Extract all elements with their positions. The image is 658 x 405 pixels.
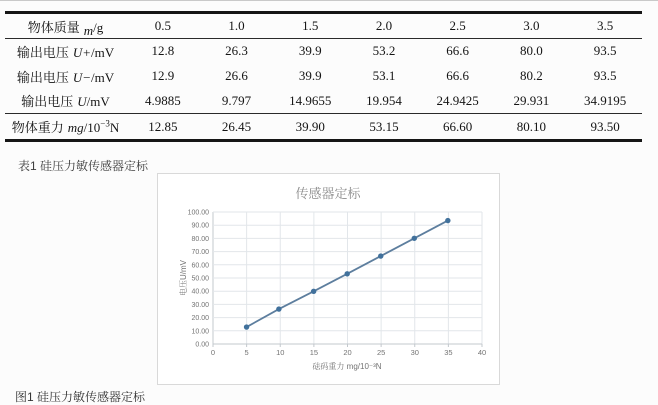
row-label: 输出电压 U−/mV (16, 69, 115, 85)
y-tick-label: 80.00 (191, 235, 209, 243)
table-cell: 66.6 (446, 43, 470, 59)
x-tick-label: 15 (309, 348, 319, 357)
table-cell: 26.45 (221, 118, 252, 134)
table-header-cell: 3.5 (596, 18, 614, 33)
x-tick-label: 35 (444, 348, 453, 357)
table-header-cell: 2.0 (375, 18, 393, 33)
table-cell: 9.797 (221, 92, 252, 108)
table-header-cell: 1.0 (228, 18, 245, 33)
row-label: 输出电压 U/mV (21, 94, 110, 110)
table-cell: 39.90 (295, 118, 325, 134)
data-point (276, 306, 281, 311)
y-tick-label: 20.00 (191, 315, 209, 323)
table-cell: 19.954 (366, 92, 402, 108)
calibration-table (5, 11, 642, 142)
table-cell: 39.9 (298, 43, 322, 59)
data-point (445, 218, 450, 223)
y-tick-label: 60.00 (191, 262, 209, 270)
table-cell: 66.60 (443, 118, 473, 134)
row-label: 物体质量 m/g (27, 19, 104, 38)
table-cell: 24.9425 (436, 92, 479, 108)
y-tick-label: 50.00 (191, 275, 209, 283)
table-cell: 29.931 (513, 92, 550, 108)
table-row (5, 114, 642, 141)
table-row (5, 64, 642, 89)
table-header-cell: 2.5 (449, 18, 466, 33)
y-tick-label: 100.00 (187, 209, 209, 217)
table-row (5, 39, 642, 64)
table-cell: 93.5 (593, 68, 617, 83)
y-tick-label: 10.00 (191, 328, 209, 336)
x-tick-label: 25 (376, 348, 386, 357)
x-tick-label: 0 (210, 348, 216, 357)
table-cell: 12.9 (151, 68, 175, 83)
x-tick-label: 20 (343, 348, 352, 357)
y-tick-label: 40.00 (191, 288, 209, 296)
table-cell: 12.85 (148, 118, 178, 134)
x-axis-labels (211, 348, 486, 357)
table-cell: 34.9195 (583, 92, 627, 108)
y-tick-label: 30.00 (191, 301, 209, 309)
x-tick-label: 40 (477, 348, 487, 357)
table-row (5, 89, 642, 114)
table-header-cell: 1.5 (302, 18, 319, 33)
table-caption: 表1 硅压力敏传感器定标 (18, 159, 149, 173)
table-cell: 80.2 (519, 68, 543, 83)
table-cell: 80.10 (516, 118, 546, 134)
table-header-row (5, 13, 642, 39)
sensor-calibration-chart (158, 174, 499, 384)
figure-caption: 图1 硅压力敏传感器定标 (15, 390, 146, 404)
table-cell: 26.6 (225, 68, 248, 83)
page-top-edge (0, 0, 658, 1)
table-cell: 66.6 (446, 68, 470, 83)
table-cell: 80.0 (519, 43, 543, 59)
table-cell: 39.9 (298, 68, 322, 83)
row-label: 物体重力 $mg/10^{-3}N$ (11, 118, 120, 135)
data-point (344, 271, 349, 276)
data-point (378, 253, 383, 258)
table-cell: 93.50 (590, 118, 620, 134)
data-point (412, 236, 417, 241)
table-cell: 26.3 (225, 43, 248, 59)
table-header-cell: 3.0 (523, 18, 540, 33)
y-tick-label: 90.00 (191, 222, 209, 230)
y-axis-title: 电压U/mV (179, 260, 188, 296)
table-cell: 53.1 (372, 68, 396, 83)
data-point (244, 324, 249, 329)
y-tick-label: 70.00 (191, 249, 209, 257)
chart-panel (157, 173, 500, 385)
chart-title: 传感器定标 (295, 186, 361, 201)
table-cell: 12.8 (151, 43, 175, 59)
table-cell: 53.2 (372, 43, 396, 59)
data-point (311, 289, 316, 294)
table-header-cell: 0.5 (154, 18, 171, 33)
x-tick-label: 5 (244, 348, 249, 357)
y-tick-label: 0.00 (195, 341, 209, 349)
x-tick-label: 10 (276, 348, 285, 357)
y-axis-labels (188, 210, 210, 349)
table-cell: 4.9885 (144, 92, 181, 108)
row-label: 输出电压 U+/mV (16, 44, 115, 60)
table-cell: 53.15 (369, 118, 399, 134)
table-cell: 14.9655 (289, 92, 332, 108)
x-tick-label: 30 (410, 348, 419, 357)
x-axis-title: 砝码重力 mg/10⁻³N (312, 362, 382, 371)
table-cell: 93.5 (593, 43, 617, 59)
